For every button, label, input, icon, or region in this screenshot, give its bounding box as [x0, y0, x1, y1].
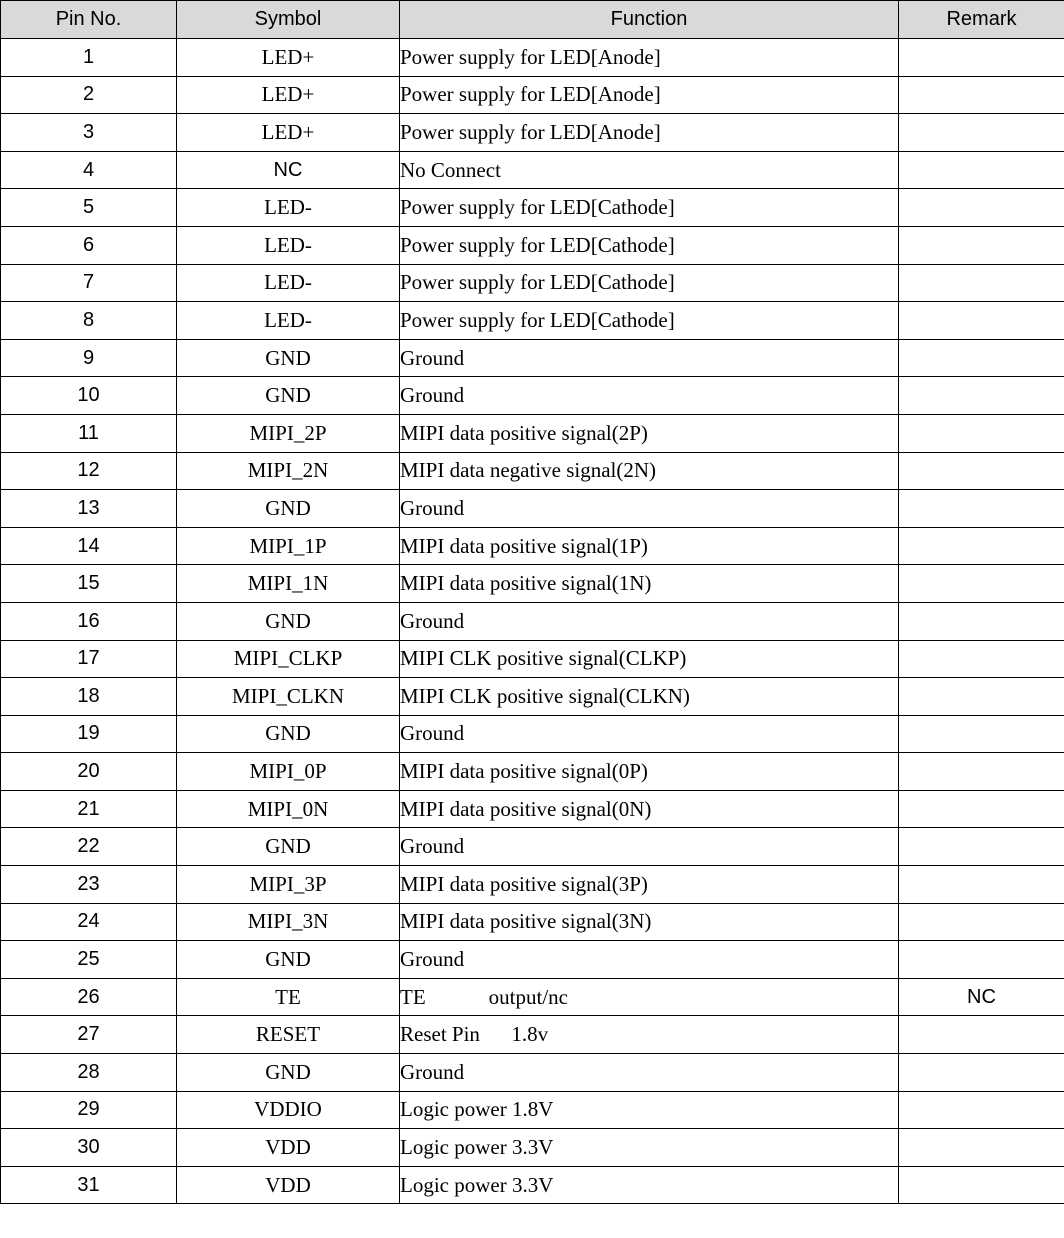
pin-number-cell: 10 — [1, 377, 177, 415]
function-cell: MIPI data positive signal(0N) — [400, 790, 899, 828]
function-cell: TE output/nc — [400, 978, 899, 1016]
function-cell: Power supply for LED[Cathode] — [400, 189, 899, 227]
function-cell: Power supply for LED[Cathode] — [400, 226, 899, 264]
function-cell: Logic power 3.3V — [400, 1166, 899, 1204]
table-row — [1, 678, 1064, 716]
pin-number-cell: 29 — [1, 1091, 177, 1129]
pin-number-cell: 18 — [1, 678, 177, 716]
symbol-cell: LED- — [177, 226, 400, 264]
header-symbol: Symbol — [177, 1, 400, 39]
symbol-cell: MIPI_0N — [177, 790, 400, 828]
remark-cell — [899, 1166, 1064, 1204]
remark-cell — [899, 76, 1064, 114]
remark-cell — [899, 941, 1064, 979]
table-row — [1, 527, 1064, 565]
remark-cell — [899, 452, 1064, 490]
function-cell: Power supply for LED[Cathode] — [400, 264, 899, 302]
function-cell: Power supply for LED[Anode] — [400, 39, 899, 77]
symbol-cell: MIPI_0P — [177, 753, 400, 791]
function-cell: Ground — [400, 828, 899, 866]
pin-number-cell: 21 — [1, 790, 177, 828]
remark-cell — [899, 753, 1064, 791]
table-row — [1, 189, 1064, 227]
function-cell: MIPI data positive signal(1P) — [400, 527, 899, 565]
pin-rows — [1, 39, 1064, 1204]
remark-cell: NC — [899, 978, 1064, 1016]
symbol-cell: MIPI_CLKP — [177, 640, 400, 678]
symbol-cell: GND — [177, 602, 400, 640]
symbol-cell: GND — [177, 715, 400, 753]
pin-number-cell: 26 — [1, 978, 177, 1016]
pin-number-cell: 7 — [1, 264, 177, 302]
pin-number-cell: 19 — [1, 715, 177, 753]
function-cell: Ground — [400, 1054, 899, 1092]
symbol-cell: VDD — [177, 1166, 400, 1204]
table-row — [1, 226, 1064, 264]
remark-cell — [899, 39, 1064, 77]
table-row — [1, 377, 1064, 415]
pin-number-cell: 2 — [1, 76, 177, 114]
table-row — [1, 1129, 1064, 1167]
symbol-cell: RESET — [177, 1016, 400, 1054]
table-row — [1, 114, 1064, 152]
pin-number-cell: 23 — [1, 866, 177, 904]
table-row — [1, 1091, 1064, 1129]
remark-cell — [899, 189, 1064, 227]
symbol-cell: LED- — [177, 189, 400, 227]
pin-number-cell: 14 — [1, 527, 177, 565]
table-row — [1, 753, 1064, 791]
symbol-cell: MIPI_3P — [177, 866, 400, 904]
pin-number-cell: 1 — [1, 39, 177, 77]
table-row — [1, 715, 1064, 753]
remark-cell — [899, 640, 1064, 678]
symbol-cell: LED- — [177, 302, 400, 340]
remark-cell — [899, 678, 1064, 716]
symbol-cell: NC — [177, 151, 400, 189]
function-cell: MIPI data positive signal(2P) — [400, 414, 899, 452]
pin-number-cell: 27 — [1, 1016, 177, 1054]
pin-number-cell: 31 — [1, 1166, 177, 1204]
pin-number-cell: 17 — [1, 640, 177, 678]
header-remark: Remark — [899, 1, 1064, 39]
table-row — [1, 76, 1064, 114]
pin-number-cell: 16 — [1, 602, 177, 640]
pin-number-cell: 5 — [1, 189, 177, 227]
symbol-cell: GND — [177, 339, 400, 377]
symbol-cell: MIPI_CLKN — [177, 678, 400, 716]
function-cell: MIPI data positive signal(1N) — [400, 565, 899, 603]
function-cell: MIPI data negative signal(2N) — [400, 452, 899, 490]
symbol-cell: LED+ — [177, 76, 400, 114]
pin-number-cell: 8 — [1, 302, 177, 340]
symbol-cell: VDDIO — [177, 1091, 400, 1129]
symbol-cell: LED+ — [177, 114, 400, 152]
table-row — [1, 640, 1064, 678]
table-row — [1, 339, 1064, 377]
pin-number-cell: 28 — [1, 1054, 177, 1092]
remark-cell — [899, 1016, 1064, 1054]
table-row — [1, 828, 1064, 866]
table-row — [1, 1016, 1064, 1054]
header-row — [1, 1, 1064, 39]
function-cell: Ground — [400, 715, 899, 753]
function-cell: No Connect — [400, 151, 899, 189]
symbol-cell: GND — [177, 1054, 400, 1092]
function-cell: Ground — [400, 377, 899, 415]
function-cell: Reset Pin 1.8v — [400, 1016, 899, 1054]
symbol-cell: GND — [177, 377, 400, 415]
remark-cell — [899, 828, 1064, 866]
table-row — [1, 602, 1064, 640]
function-cell: Power supply for LED[Anode] — [400, 114, 899, 152]
symbol-cell: MIPI_1P — [177, 527, 400, 565]
table-row — [1, 903, 1064, 941]
function-cell: Ground — [400, 339, 899, 377]
symbol-cell: GND — [177, 490, 400, 528]
remark-cell — [899, 264, 1064, 302]
pin-number-cell: 15 — [1, 565, 177, 603]
pin-number-cell: 22 — [1, 828, 177, 866]
pin-number-cell: 24 — [1, 903, 177, 941]
function-cell: Ground — [400, 941, 899, 979]
symbol-cell: MIPI_1N — [177, 565, 400, 603]
table-row — [1, 565, 1064, 603]
remark-cell — [899, 866, 1064, 904]
table-row — [1, 264, 1064, 302]
remark-cell — [899, 1054, 1064, 1092]
remark-cell — [899, 377, 1064, 415]
pin-number-cell: 25 — [1, 941, 177, 979]
table-row — [1, 39, 1064, 77]
table-row — [1, 866, 1064, 904]
function-cell: MIPI data positive signal(3N) — [400, 903, 899, 941]
remark-cell — [899, 302, 1064, 340]
symbol-cell: MIPI_2P — [177, 414, 400, 452]
table-row — [1, 1054, 1064, 1092]
function-cell: MIPI CLK positive signal(CLKN) — [400, 678, 899, 716]
pin-number-cell: 6 — [1, 226, 177, 264]
pin-number-cell: 4 — [1, 151, 177, 189]
remark-cell — [899, 565, 1064, 603]
function-cell: MIPI data positive signal(3P) — [400, 866, 899, 904]
function-cell: Logic power 1.8V — [400, 1091, 899, 1129]
symbol-cell: MIPI_2N — [177, 452, 400, 490]
header-pin-no: Pin No. — [1, 1, 177, 39]
remark-cell — [899, 527, 1064, 565]
pin-number-cell: 3 — [1, 114, 177, 152]
remark-cell — [899, 903, 1064, 941]
pin-number-cell: 13 — [1, 490, 177, 528]
pin-number-cell: 12 — [1, 452, 177, 490]
remark-cell — [899, 1091, 1064, 1129]
table-row — [1, 452, 1064, 490]
symbol-cell: MIPI_3N — [177, 903, 400, 941]
remark-cell — [899, 602, 1064, 640]
function-cell: MIPI CLK positive signal(CLKP) — [400, 640, 899, 678]
remark-cell — [899, 715, 1064, 753]
remark-cell — [899, 414, 1064, 452]
function-cell: Power supply for LED[Cathode] — [400, 302, 899, 340]
function-cell: Power supply for LED[Anode] — [400, 76, 899, 114]
table-row — [1, 941, 1064, 979]
remark-cell — [899, 339, 1064, 377]
pin-number-cell: 11 — [1, 414, 177, 452]
table-row — [1, 790, 1064, 828]
symbol-cell: TE — [177, 978, 400, 1016]
header-function: Function — [400, 1, 899, 39]
remark-cell — [899, 151, 1064, 189]
pin-number-cell: 20 — [1, 753, 177, 791]
remark-cell — [899, 490, 1064, 528]
function-cell: Ground — [400, 602, 899, 640]
pin-number-cell: 9 — [1, 339, 177, 377]
table-row — [1, 978, 1064, 1016]
symbol-cell: LED- — [177, 264, 400, 302]
symbol-cell: VDD — [177, 1129, 400, 1167]
pin-number-cell: 30 — [1, 1129, 177, 1167]
remark-cell — [899, 114, 1064, 152]
remark-cell — [899, 1129, 1064, 1167]
remark-cell — [899, 790, 1064, 828]
function-cell: Logic power 3.3V — [400, 1129, 899, 1167]
table-row — [1, 1166, 1064, 1204]
remark-cell — [899, 226, 1064, 264]
table-row — [1, 414, 1064, 452]
symbol-cell: LED+ — [177, 39, 400, 77]
symbol-cell: GND — [177, 828, 400, 866]
symbol-cell: GND — [177, 941, 400, 979]
function-cell: MIPI data positive signal(0P) — [400, 753, 899, 791]
table-row — [1, 302, 1064, 340]
function-cell: Ground — [400, 490, 899, 528]
table-row — [1, 151, 1064, 189]
table-row — [1, 490, 1064, 528]
